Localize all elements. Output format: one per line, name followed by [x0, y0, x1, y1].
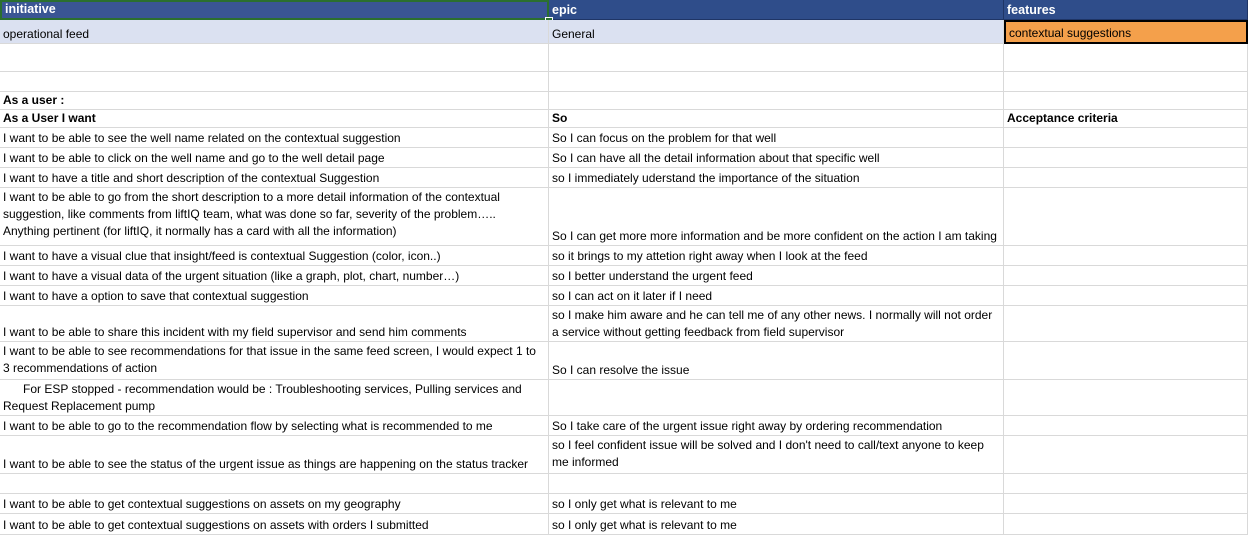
so-text: So I can focus on the problem for that well: [552, 131, 777, 145]
cell-so[interactable]: [549, 266, 1004, 286]
cell-so[interactable]: [549, 128, 1004, 148]
cell-want[interactable]: [0, 380, 549, 416]
column-want-label: As a User I want: [3, 111, 96, 125]
want-text: For ESP stopped - recommendation would be : Troubleshooting services, Pulling services and Request Replacement pump: [3, 382, 526, 413]
want-text: I want to be able to go to the recommendation flow by selecting what is recommended to me: [3, 419, 493, 433]
table-row: [0, 128, 1252, 148]
cell-acceptance[interactable]: [1004, 188, 1248, 246]
header-features-label: features: [1007, 3, 1056, 17]
initiative-value: operational feed: [3, 27, 90, 41]
column-header-row: [0, 110, 1252, 128]
cell-acceptance[interactable]: [1004, 436, 1248, 474]
so-text: So I can have all the detail information about that specific well: [552, 151, 880, 165]
header-cell-epic[interactable]: [549, 0, 1004, 20]
table-row: [0, 168, 1252, 188]
cell-want[interactable]: [0, 128, 549, 148]
table-row: [0, 246, 1252, 266]
cell-acceptance[interactable]: [1004, 514, 1248, 535]
so-text: so I make him aware and he can tell me of any other news. I normally will not order a service without getting feedback from field supervisor: [552, 308, 993, 339]
cell-so[interactable]: [549, 246, 1004, 266]
header-epic-label: epic: [552, 3, 578, 17]
so-text: so I better understand the urgent feed: [552, 269, 753, 283]
so-text: So I take care of the urgent issue right away by ordering recommendation: [552, 419, 943, 433]
table-row: [0, 494, 1252, 514]
cell-so[interactable]: [549, 306, 1004, 342]
cell-initiative-value[interactable]: [0, 20, 549, 44]
cell-section-title[interactable]: [0, 92, 549, 110]
empty-row: [0, 44, 1252, 72]
cell-acceptance[interactable]: [1004, 148, 1248, 168]
so-text: So I can resolve the issue: [552, 363, 690, 377]
cell-epic-value[interactable]: [549, 20, 1004, 44]
empty-cell[interactable]: [0, 72, 549, 92]
cell-acceptance[interactable]: [1004, 306, 1248, 342]
cell-want[interactable]: [0, 436, 549, 474]
so-text: so I only get what is relevant to me: [552, 497, 737, 511]
cell-so[interactable]: [549, 416, 1004, 436]
so-text: So I can get more more information and be more confident on the action I am taking: [552, 229, 997, 243]
table-row: [0, 514, 1252, 535]
cell-want[interactable]: [0, 474, 549, 494]
want-text: I want to be able to see the status of the urgent issue as things are happening on the status tracker: [3, 457, 528, 471]
cell-column-acceptance[interactable]: [1004, 110, 1248, 128]
header-cell-features[interactable]: [1004, 0, 1248, 20]
cell-acceptance[interactable]: [1004, 342, 1248, 380]
cell-acceptance[interactable]: [1004, 474, 1248, 494]
cell-so[interactable]: [549, 286, 1004, 306]
cell-so[interactable]: [549, 436, 1004, 474]
cell-so[interactable]: [549, 494, 1004, 514]
section-title: As a user :: [3, 93, 65, 107]
want-text: I want to have a visual clue that insight/feed is contextual Suggestion (color, icon..): [3, 249, 441, 263]
table-row: [0, 380, 1252, 416]
cell-column-so[interactable]: [549, 110, 1004, 128]
want-text: I want to be able to share this incident with my field supervisor and send him comments: [3, 325, 467, 339]
table-row: [0, 286, 1252, 306]
cell-so[interactable]: [549, 380, 1004, 416]
table-row: [0, 266, 1252, 286]
so-text: so I immediately uderstand the importance of the situation: [552, 171, 860, 185]
cell-want[interactable]: [0, 416, 549, 436]
cell-want[interactable]: [0, 148, 549, 168]
cell-want[interactable]: [0, 266, 549, 286]
table-row: [0, 342, 1252, 380]
features-value: contextual suggestions: [1009, 26, 1132, 40]
section-title-row: [0, 92, 1252, 110]
cell-so[interactable]: [549, 342, 1004, 380]
empty-cell[interactable]: [0, 44, 549, 72]
summary-row: [0, 20, 1252, 44]
want-text: I want to be able to see the well name related on the contextual suggestion: [3, 131, 401, 145]
cell-acceptance[interactable]: [1004, 494, 1248, 514]
empty-cell[interactable]: [1004, 92, 1248, 110]
cell-so[interactable]: [549, 188, 1004, 246]
table-row: [0, 306, 1252, 342]
cell-so[interactable]: [549, 148, 1004, 168]
column-acceptance-label: Acceptance criteria: [1007, 111, 1118, 125]
cell-acceptance[interactable]: [1004, 266, 1248, 286]
table-row: [0, 416, 1252, 436]
cell-want[interactable]: [0, 306, 549, 342]
cell-acceptance[interactable]: [1004, 286, 1248, 306]
cell-acceptance[interactable]: [1004, 246, 1248, 266]
so-text: so I can act on it later if I need: [552, 289, 713, 303]
table-row: [0, 188, 1252, 246]
cell-want[interactable]: [0, 286, 549, 306]
cell-want[interactable]: [0, 188, 549, 246]
empty-cell[interactable]: [549, 72, 1004, 92]
cell-acceptance[interactable]: [1004, 128, 1248, 148]
so-text: so I feel confident issue will be solved and I don't need to call/text anyone to keep me informed: [552, 438, 984, 469]
cell-acceptance[interactable]: [1004, 380, 1248, 416]
header-row: [0, 0, 1252, 20]
empty-cell[interactable]: [1004, 72, 1248, 92]
want-text: I want to be able to see recommendations for that issue in the same feed screen, I would expect 1 to 3 recommendations of action: [3, 344, 536, 375]
cell-want[interactable]: [0, 342, 549, 380]
header-cell-initiative[interactable]: [0, 0, 549, 20]
cell-so[interactable]: [549, 474, 1004, 494]
cell-want[interactable]: [0, 514, 549, 535]
want-text: I want to have a title and short description of the contextual Suggestion: [3, 171, 380, 185]
cell-want[interactable]: [0, 494, 549, 514]
cell-column-want[interactable]: [0, 110, 549, 128]
table-row: [0, 474, 1252, 494]
empty-row: [0, 72, 1252, 92]
cell-so[interactable]: [549, 514, 1004, 535]
table-row: [0, 436, 1252, 474]
table-row: [0, 148, 1252, 168]
column-so-label: So: [552, 111, 568, 125]
cell-acceptance[interactable]: [1004, 168, 1248, 188]
header-initiative-label: initiative: [5, 2, 56, 16]
want-text: I want to have a visual data of the urgent situation (like a graph, plot, chart, number…): [3, 269, 460, 283]
epic-value: General: [552, 27, 595, 41]
want-text: I want to be able to get contextual suggestions on assets with orders I submitted: [3, 518, 429, 532]
empty-cell[interactable]: [1004, 44, 1248, 72]
want-text: I want to be able to go from the short description to a more detail information of the contextual suggestion, like comments from liftIQ team, what was done so far, severity of the problem….. Anything pertinent (for liftIQ, it normally has a card with all the information): [3, 190, 500, 238]
cell-want[interactable]: [0, 168, 549, 188]
want-text: I want to have a option to save that contextual suggestion: [3, 289, 309, 303]
cell-want[interactable]: [0, 246, 549, 266]
want-text: I want to be able to click on the well name and go to the well detail page: [3, 151, 385, 165]
cell-so[interactable]: [549, 168, 1004, 188]
empty-cell[interactable]: [549, 92, 1004, 110]
so-text: so it brings to my attetion right away when I look at the feed: [552, 249, 868, 263]
cell-features-value[interactable]: [1004, 20, 1248, 44]
want-text: I want to be able to get contextual suggestions on assets on my geography: [3, 497, 401, 511]
empty-cell[interactable]: [549, 44, 1004, 72]
so-text: so I only get what is relevant to me: [552, 518, 737, 532]
cell-acceptance[interactable]: [1004, 416, 1248, 436]
